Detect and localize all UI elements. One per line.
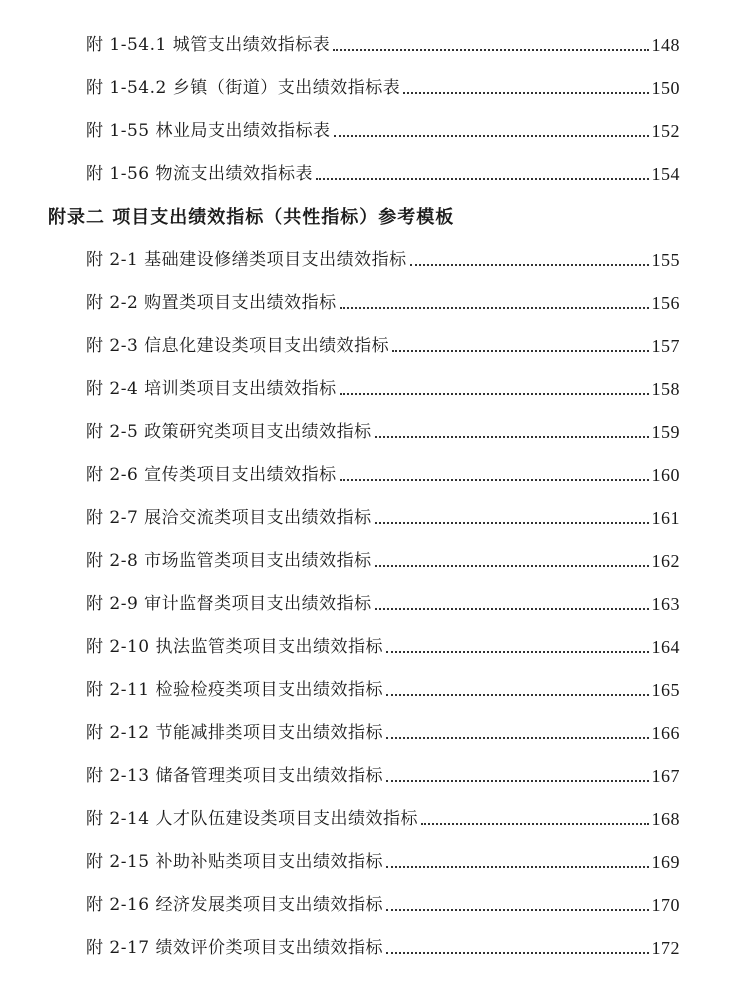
toc-entry-label: 附 1-56 物流支出绩效指标表 [86, 164, 313, 184]
toc-entry[interactable] [86, 284, 680, 314]
toc-leader-dots [403, 91, 648, 94]
toc-leader-dots [421, 822, 649, 825]
toc-entry-label: 附 1-54.1 城管支出绩效指标表 [86, 35, 331, 55]
toc-entry-label: 附 2-1 基础建设修缮类项目支出绩效指标 [86, 250, 407, 270]
toc-entry-label: 附 2-14 人才队伍建设类项目支出绩效指标 [86, 809, 418, 829]
toc-entry-label: 附 1-54.2 乡镇（街道）支出绩效指标表 [86, 78, 401, 98]
toc-entry-page: 160 [651, 465, 680, 485]
toc-entry-label: 附 2-3 信息化建设类项目支出绩效指标 [86, 336, 390, 356]
toc-entry-label: 附 2-12 节能减排类项目支出绩效指标 [86, 723, 383, 743]
toc-leader-dots [410, 263, 649, 266]
toc-entry-page: 168 [651, 809, 680, 829]
toc-entry-label: 附 2-5 政策研究类项目支出绩效指标 [86, 422, 372, 442]
toc-leader-dots [340, 306, 649, 309]
toc-leader-dots [386, 865, 649, 868]
toc-leader-dots [340, 478, 649, 481]
toc-entry-label: 附 2-9 审计监督类项目支出绩效指标 [86, 594, 372, 614]
toc-entry-page: 155 [651, 250, 680, 270]
toc-entry[interactable] [86, 499, 680, 529]
toc-entry-page: 172 [651, 938, 680, 958]
toc-entry[interactable] [86, 929, 680, 959]
toc-leader-dots [375, 564, 649, 567]
toc-leader-dots [386, 650, 649, 653]
toc-entry-page: 157 [651, 336, 680, 356]
toc-entry-page: 162 [651, 551, 680, 571]
toc-leader-dots [375, 607, 649, 610]
toc-entry[interactable] [86, 327, 680, 357]
toc-entry-page: 166 [651, 723, 680, 743]
toc-entry-page: 167 [651, 766, 680, 786]
toc-entry-page: 150 [651, 78, 680, 98]
toc-entry[interactable] [86, 671, 680, 701]
toc-leader-dots [340, 392, 649, 395]
toc-entry-label: 附 2-8 市场监管类项目支出绩效指标 [86, 551, 372, 571]
toc-entry-page: 164 [651, 637, 680, 657]
toc-entry[interactable] [86, 585, 680, 615]
toc-entry-page: 163 [651, 594, 680, 614]
toc-leader-dots [386, 779, 649, 782]
toc-entry-label: 附 2-13 储备管理类项目支出绩效指标 [86, 766, 383, 786]
toc-leader-dots [386, 908, 649, 911]
toc-entry-page: 156 [651, 293, 680, 313]
toc-entry[interactable] [86, 69, 680, 99]
toc-entry-page: 170 [651, 895, 680, 915]
section-heading[interactable]: 附录二 项目支出绩效指标（共性指标）参考模板 [48, 207, 455, 228]
toc-entry[interactable] [86, 456, 680, 486]
toc-entry-page: 152 [651, 121, 680, 141]
toc-entry-label: 附 1-55 林业局支出绩效指标表 [86, 121, 331, 141]
toc-entry[interactable] [86, 112, 680, 142]
toc-entry[interactable] [86, 241, 680, 271]
toc-entry-label: 附 2-15 补助补贴类项目支出绩效指标 [86, 852, 383, 872]
toc-entry[interactable] [86, 370, 680, 400]
toc-entry-label: 附 2-7 展洽交流类项目支出绩效指标 [86, 508, 372, 528]
toc-entry-page: 154 [651, 164, 680, 184]
toc-entry[interactable] [86, 542, 680, 572]
toc-entry[interactable] [86, 26, 680, 56]
toc-entry[interactable] [86, 714, 680, 744]
toc-entry-page: 161 [651, 508, 680, 528]
toc-leader-dots [334, 134, 649, 137]
toc-entry-label: 附 2-11 检验检疫类项目支出绩效指标 [86, 680, 383, 700]
toc-entry-label: 附 2-4 培训类项目支出绩效指标 [86, 379, 337, 399]
toc-entry[interactable] [86, 843, 680, 873]
toc-entry[interactable] [86, 800, 680, 830]
toc-entry-label: 附 2-6 宣传类项目支出绩效指标 [86, 465, 337, 485]
toc-leader-dots [333, 48, 648, 51]
toc-leader-dots [386, 736, 649, 739]
toc-entry[interactable] [86, 757, 680, 787]
toc-leader-dots [375, 521, 649, 524]
toc-leader-dots [375, 435, 649, 438]
toc-entry[interactable] [86, 886, 680, 916]
toc-entry-page: 169 [651, 852, 680, 872]
toc-entry-page: 158 [651, 379, 680, 399]
toc-leader-dots [386, 951, 649, 954]
toc-entry-label: 附 2-16 经济发展类项目支出绩效指标 [86, 895, 383, 915]
toc-entry[interactable] [86, 155, 680, 185]
toc-leader-dots [316, 177, 649, 180]
toc-entry-label: 附 2-2 购置类项目支出绩效指标 [86, 293, 337, 313]
toc-leader-dots [386, 693, 649, 696]
toc-entry-page: 148 [651, 35, 680, 55]
toc-entry-label: 附 2-10 执法监管类项目支出绩效指标 [86, 637, 383, 657]
toc-entry-page: 165 [651, 680, 680, 700]
toc-entry-page: 159 [651, 422, 680, 442]
toc-entry-label: 附 2-17 绩效评价类项目支出绩效指标 [86, 938, 383, 958]
toc-entry[interactable] [86, 413, 680, 443]
toc-entry[interactable] [86, 628, 680, 658]
toc-leader-dots [392, 349, 648, 352]
